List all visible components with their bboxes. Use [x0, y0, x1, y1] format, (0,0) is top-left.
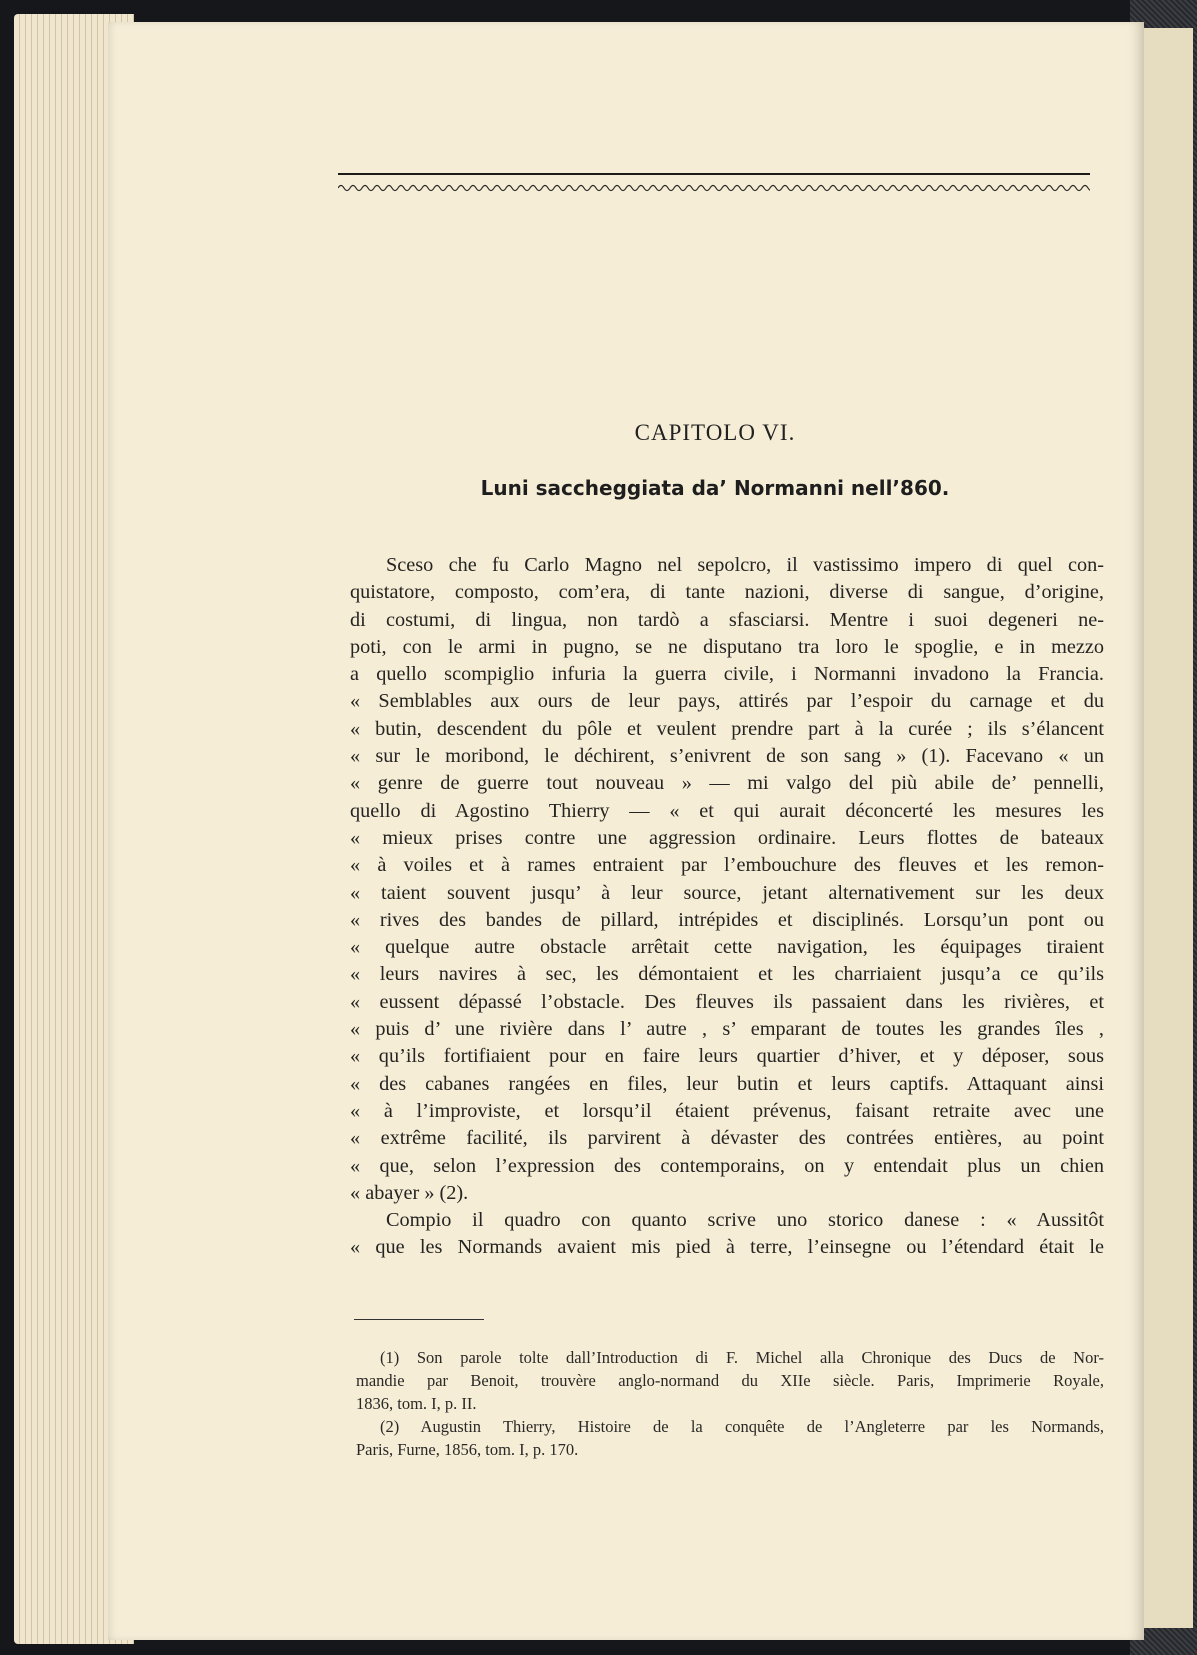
- body-line: « à l’improviste, et lorsqu’il étaient prévenus, faisant retraite avec une: [350, 1099, 1104, 1122]
- body-line: « que les Normands avaient mis pied à terre, l’einsegne ou l’étendard était le: [350, 1236, 1104, 1259]
- body-line: « mieux prises contre une aggression ordinaire. Leurs flottes de bateaux: [350, 826, 1104, 849]
- body-line: « à voiles et à rames entraient par l’embouchure des fleuves et les remon-: [350, 854, 1104, 877]
- body-line: a quello scompiglio infuria la guerra civile, i Normanni invadono la Francia.: [350, 663, 1104, 686]
- footnote-line: 1836, tom. I, p. II.: [356, 1394, 477, 1413]
- body-line: « des cabanes rangées en files, leur butin et leurs captifs. Attaquant ainsi: [350, 1072, 1104, 1095]
- body-line: « rives des bandes de pillard, intrépides et disciplinés. Lorsqu’un pont ou: [350, 908, 1104, 931]
- body-line: « genre de guerre tout nouveau » — mi valgo del più abile de’ pennelli,: [350, 772, 1104, 795]
- body-text: [350, 552, 1104, 1262]
- body-line: « butin, descendent du pôle et veulent prendre part à la curée ; ils s’élancent: [350, 717, 1104, 740]
- body-line: di costumi, di lingua, non tardò a sfasciarsi. Mentre i suoi degeneri ne-: [350, 608, 1104, 631]
- body-line: « qu’ils fortifiaient pour en faire leurs quartier d’hiver, et y déposer, sous: [350, 1045, 1104, 1068]
- footnote-line: mandie par Benoit, trouvère anglo-normand du XIIe siècle. Paris, Imprimerie Royale,: [356, 1371, 1104, 1390]
- body-line: quistatore, composto, com’era, di tante nazioni, diverse di sangue, d’origine,: [350, 581, 1104, 604]
- body-line: « Semblables aux ours de leur pays, attirés par l’espoir du carnage et du: [350, 690, 1104, 713]
- body-line: Compio il quadro con quanto scrive uno storico danese : « Aussitôt: [386, 1209, 1104, 1232]
- body-line: Sceso che fu Carlo Magno nel sepolcro, il vastissimo impero di quel con-: [386, 554, 1104, 576]
- header-wave-ornament: [338, 181, 1090, 195]
- body-line: « abayer » (2).: [350, 1181, 469, 1204]
- chapter-title: CAPITOLO VI.: [634, 420, 796, 445]
- body-line: « taient souvent jusqu’ à leur source, jetant alternativement sur les deux: [350, 881, 1104, 904]
- body-line: « quelque autre obstacle arrêtait cette navigation, les équipages tiraient: [350, 936, 1104, 959]
- chapter-subtitle: Luni saccheggiata da’ Normanni nell’860.: [480, 476, 950, 500]
- body-line: « que, selon l’expression des contemporains, on y entendait plus un chien: [350, 1154, 1104, 1177]
- footnotes: [356, 1346, 1104, 1461]
- body-line: « extrême facilité, ils parvirent à dévaster des contrées entières, au point: [350, 1127, 1104, 1150]
- footnote-line: Paris, Furne, 1856, tom. I, p. 170.: [356, 1440, 579, 1459]
- header-rule: [338, 173, 1090, 175]
- body-line: « puis d’ une rivière dans l’ autre , s’ emparant de toutes les grandes îles ,: [350, 1018, 1104, 1041]
- footnote-rule: [354, 1319, 484, 1320]
- body-line: « leurs navires à sec, les démontaient et les charriaient jusqu’a ce qu’ils: [350, 963, 1104, 986]
- footnote-line: (2) Augustin Thierry, Histoire de la conquête de l’Angleterre par les Normands,: [380, 1417, 1104, 1436]
- body-line: poti, con le armi in pugno, se ne disputano tra loro le spoglie, e in mezzo: [350, 635, 1104, 658]
- footnote-line: (1) Son parole tolte dall’Introduction di F. Michel alla Chronique des Ducs de Nor-: [380, 1348, 1104, 1367]
- body-line: « eussent dépassé l’obstacle. Des fleuves ils passaient dans les rivières, et: [350, 990, 1104, 1013]
- back-page-edge: [1138, 28, 1193, 1628]
- body-line: « sur le moribond, le déchirent, s’enivrent de son sang » (1). Facevano « un: [350, 745, 1104, 768]
- body-line: quello di Agostino Thierry — « et qui aurait déconcerté les mesures les: [350, 799, 1104, 822]
